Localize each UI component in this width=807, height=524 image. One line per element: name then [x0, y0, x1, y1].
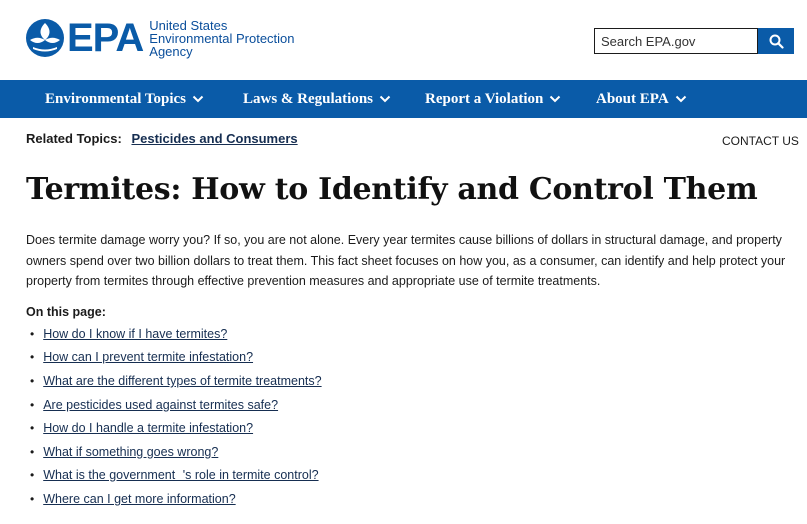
chevron-down-icon	[379, 95, 391, 103]
list-item	[30, 393, 322, 417]
toc-link[interactable]: • How do I handle a termite infestation?	[43, 421, 254, 436]
nav-report-violation[interactable]	[425, 80, 561, 118]
nav-label: About EPA	[596, 90, 669, 107]
search-input[interactable]	[594, 28, 758, 54]
epa-flower-icon	[25, 18, 65, 58]
agency-line: United States	[149, 17, 228, 33]
nav-about-epa[interactable]	[596, 80, 687, 118]
contact-us-link[interactable]: CONTACT US	[722, 134, 799, 148]
list-item	[30, 369, 322, 393]
epa-logo-text: EPA	[67, 16, 144, 60]
list-item	[30, 464, 322, 488]
agency-line: Agency	[149, 43, 193, 59]
toc-link[interactable]: • What are the different types of termite treatments?	[43, 373, 322, 388]
nav-label: Report a Violation	[425, 90, 544, 107]
search-form	[594, 28, 794, 54]
chevron-down-icon	[192, 95, 204, 103]
list-item	[30, 322, 322, 346]
main-nav	[0, 80, 807, 118]
toc-link[interactable]: • Where can I get more information?	[43, 491, 236, 506]
toc-link[interactable]: • Are pesticides used against termites safe?	[43, 397, 279, 412]
list-item	[30, 487, 322, 511]
toc-link[interactable]: • What is the government's role in termite control?	[43, 467, 319, 482]
related-topic-link[interactable]: Pesticides and Consumers	[131, 131, 298, 146]
site-header	[0, 0, 807, 80]
related-topics	[26, 131, 298, 146]
list-item	[30, 346, 322, 370]
nav-laws-regulations[interactable]	[243, 80, 391, 118]
toc-link[interactable]: • How can I prevent termite infestation?	[43, 350, 254, 365]
chevron-down-icon	[675, 95, 687, 103]
toc-heading: On this page:	[26, 305, 106, 319]
toc-link[interactable]: • How do I know if I have termites?	[43, 326, 228, 341]
search-button[interactable]	[758, 28, 794, 54]
nav-environmental-topics[interactable]	[45, 80, 204, 118]
search-icon	[769, 34, 784, 49]
nav-label: Environmental Topics	[45, 90, 187, 107]
list-item	[30, 416, 322, 440]
chevron-down-icon	[549, 95, 561, 103]
toc-link[interactable]: • What if something goes wrong?	[43, 444, 219, 459]
toc-list	[30, 322, 322, 511]
epa-logo[interactable]	[25, 18, 295, 58]
list-item	[30, 440, 322, 464]
agency-line: Environmental Protection	[149, 30, 295, 46]
nav-label: Laws & Regulations	[243, 90, 374, 107]
related-topics-label: Related Topics:	[26, 131, 122, 146]
intro-paragraph: Does termite damage worry you? If so, you are not alone. Every year termites cause billions of dollars in structural damage, and property owners spend over two billion dollars to treat them. This fact sheet focuses on how you, as a consumer, can identify and help protect your property from termites through effective prevention measures and appropriate use of termite treatments.	[26, 233, 786, 288]
page-title: Termites: How to Identify and Control Them	[26, 172, 758, 207]
agency-name	[149, 19, 294, 58]
